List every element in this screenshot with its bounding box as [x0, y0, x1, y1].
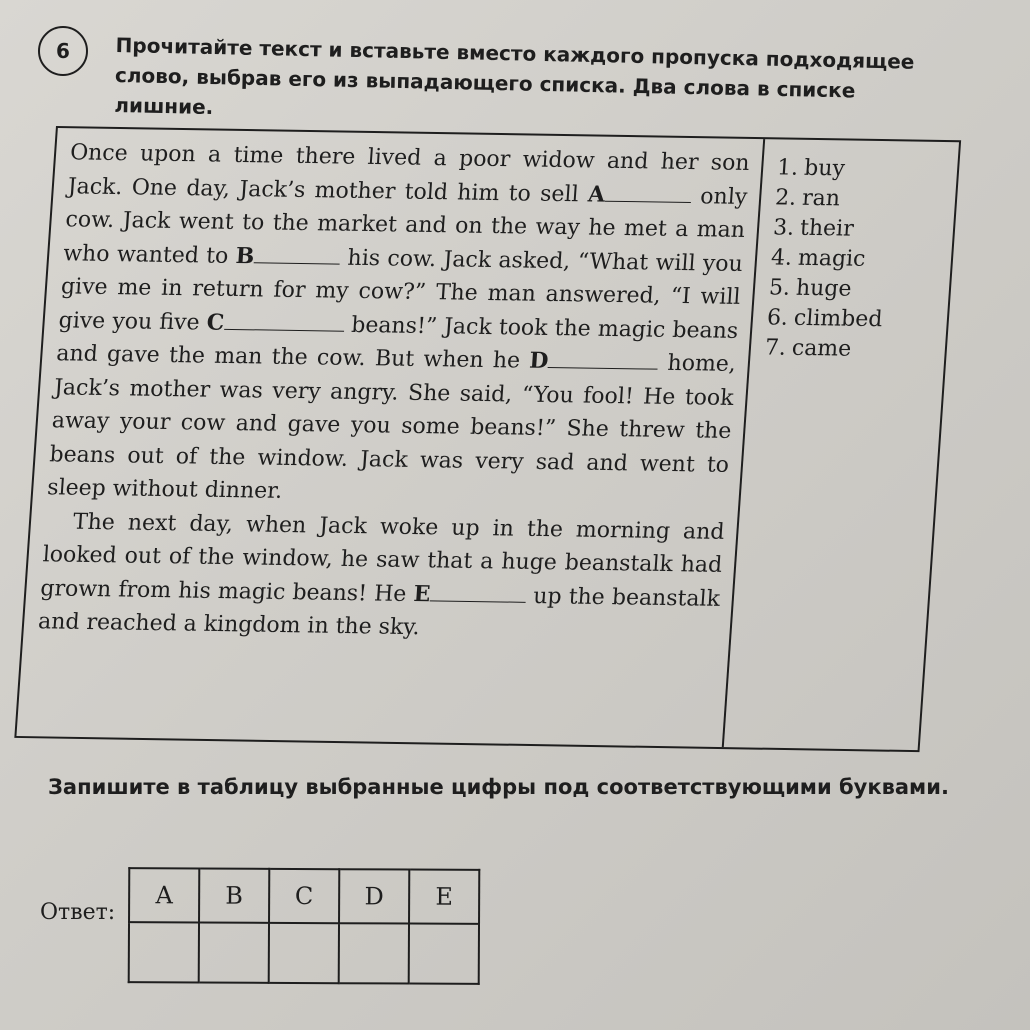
story-segment: up the beanstalk and reached a kingdom in the sky.: [37, 583, 721, 641]
option-item[interactable]: [768, 273, 940, 306]
answer-letter-a: A: [129, 868, 199, 922]
answer-cell-e[interactable]: [409, 924, 479, 984]
answer-letter-b: B: [199, 868, 269, 922]
gap-e-blank[interactable]: [430, 582, 527, 603]
option-number: 4.: [770, 245, 793, 271]
option-word: buy: [803, 155, 846, 182]
answer-instruction: Запишите в таблицу выбранные цифры под соответствующими буквами.: [48, 775, 949, 799]
answer-cell-b[interactable]: [199, 922, 269, 982]
task-instruction: [114, 30, 946, 137]
story-paragraph-1: [46, 136, 750, 515]
option-word: magic: [797, 245, 867, 272]
story-paragraph-2: [37, 505, 725, 650]
answer-input-row: [129, 922, 479, 984]
gap-d-blank[interactable]: [548, 349, 659, 370]
gap-letter-a: A: [587, 180, 606, 208]
story-segment: his cow. Jack asked, “What will you give me in return for my cow?” The man answered, “I will give you five: [57, 245, 744, 336]
option-item[interactable]: [774, 183, 946, 216]
option-item[interactable]: [766, 303, 938, 336]
option-number: 3.: [772, 215, 795, 241]
story-segment: Once upon a time there lived a poor widow and her son Jack. One day, Jack’s mother told him to sell: [67, 140, 751, 207]
gap-a-blank[interactable]: [605, 182, 692, 202]
story-segment: The next day, when Jack woke up in the morning and looked out of the window, he saw that a huge beanstalk had grown from his magic beans! He: [39, 509, 726, 607]
option-word: came: [791, 335, 853, 362]
text-box: [14, 126, 961, 752]
story-segment: home, Jack’s mother was very angry. She said, “You fool! He took away your cow and gave you some beans!” She threw the beans out of the window. Jack was very sad and went to sleep without dinner.: [46, 350, 737, 504]
answer-cell-a[interactable]: [129, 922, 199, 982]
answer-cell-c[interactable]: [269, 923, 339, 983]
gap-letter-e: E: [412, 580, 432, 607]
answer-cell-d[interactable]: [339, 923, 409, 983]
option-number: 6.: [766, 305, 789, 331]
gap-letter-b: B: [234, 242, 256, 269]
answer-label: Ответ:: [40, 900, 116, 925]
option-number: 1.: [776, 155, 800, 181]
gap-letter-d: D: [528, 347, 550, 374]
option-number: 7.: [764, 335, 787, 361]
option-word: their: [799, 215, 855, 242]
task-number-badge: [38, 26, 88, 76]
gap-letter-c: C: [205, 309, 226, 336]
option-item[interactable]: [764, 333, 936, 366]
instruction-text: Прочитайте текст и вставьте вместо каждого пропуска подходящее слово, выбрав его из выпадающего списка. Два слова в списке лишние.: [114, 32, 915, 120]
story-segment: only cow. Jack went to the market and on the way he met a man who wanted to: [62, 183, 749, 269]
word-options-list: [764, 153, 948, 366]
gap-b-blank[interactable]: [254, 244, 341, 264]
option-word: huge: [795, 275, 853, 302]
option-word: ran: [801, 185, 841, 212]
story-text: [37, 136, 751, 649]
answer-header-row: [129, 868, 479, 924]
option-number: 5.: [768, 275, 791, 301]
story-segment: beans!” Jack took the magic beans and gave the man the cow. But when he: [55, 312, 739, 374]
option-number: 2.: [774, 185, 798, 211]
option-item[interactable]: [772, 213, 944, 246]
option-item[interactable]: [776, 153, 948, 186]
answer-table: [128, 867, 481, 985]
answer-letter-c: C: [269, 869, 339, 923]
gap-c-blank[interactable]: [224, 310, 345, 331]
answer-letter-e: E: [409, 870, 479, 924]
option-word: climbed: [793, 305, 884, 333]
option-item[interactable]: [770, 243, 942, 276]
task-number: 6: [56, 39, 70, 63]
answer-letter-d: D: [339, 869, 409, 923]
